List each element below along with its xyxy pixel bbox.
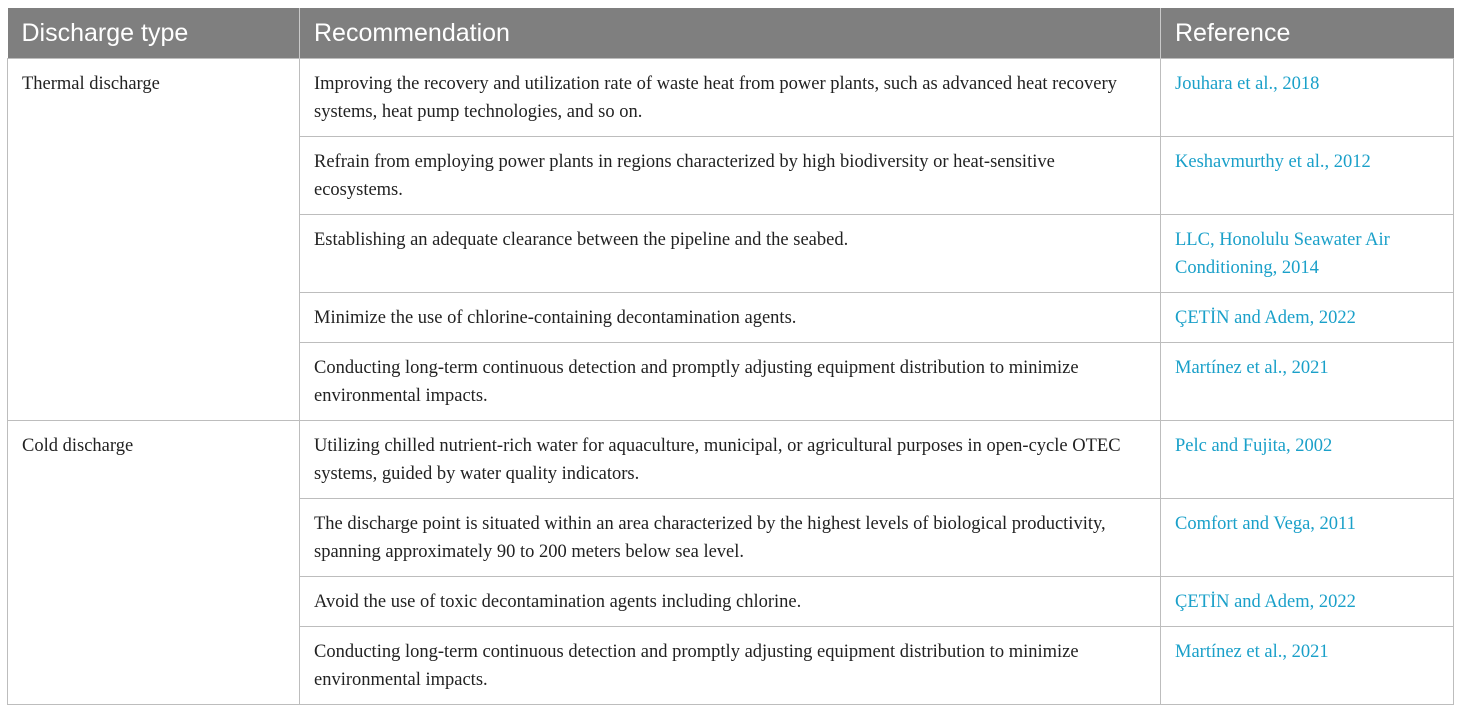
recommendation-cell: Refrain from employing power plants in regions characterized by high biodiversity or heat-sensitive ecosystems. (300, 137, 1161, 215)
recommendation-cell: Minimize the use of chlorine-containing decontamination agents. (300, 293, 1161, 343)
table-row (8, 421, 1454, 499)
reference-link[interactable]: ÇETİN and Adem, 2022 (1161, 293, 1454, 343)
reference-link[interactable]: Pelc and Fujita, 2002 (1161, 421, 1454, 499)
header-row (8, 8, 1454, 59)
discharge-type-cell: Thermal discharge (8, 59, 300, 421)
recommendation-cell: Utilizing chilled nutrient-rich water for aquaculture, municipal, or agricultural purposes in open-cycle OTEC systems, guided by water quality indicators. (300, 421, 1161, 499)
header-reference: Reference (1161, 8, 1454, 59)
discharge-type-cell: Cold discharge (8, 421, 300, 705)
header-discharge-type: Discharge type (8, 8, 300, 59)
reference-link[interactable]: Jouhara et al., 2018 (1161, 59, 1454, 137)
header-recommendation: Recommendation (300, 8, 1161, 59)
reference-link[interactable]: Martínez et al., 2021 (1161, 627, 1454, 705)
reference-link[interactable]: LLC, Honolulu Seawater Air Conditioning, 2014 (1161, 215, 1454, 293)
reference-link[interactable]: Keshavmurthy et al., 2012 (1161, 137, 1454, 215)
reference-link[interactable]: Martínez et al., 2021 (1161, 343, 1454, 421)
reference-link[interactable]: ÇETİN and Adem, 2022 (1161, 577, 1454, 627)
recommendation-cell: Improving the recovery and utilization rate of waste heat from power plants, such as advanced heat recovery systems, heat pump technologies, and so on. (300, 59, 1161, 137)
table-header (8, 8, 1454, 59)
recommendations-table (7, 8, 1454, 705)
recommendation-cell: Conducting long-term continuous detection and promptly adjusting equipment distribution to minimize environmental impacts. (300, 627, 1161, 705)
recommendation-cell: Conducting long-term continuous detection and promptly adjusting equipment distribution to minimize environmental impacts. (300, 343, 1161, 421)
table-row (8, 59, 1454, 137)
recommendation-cell: Establishing an adequate clearance between the pipeline and the seabed. (300, 215, 1161, 293)
recommendation-cell: The discharge point is situated within an area characterized by the highest levels of biological productivity, spanning approximately 90 to 200 meters below sea level. (300, 499, 1161, 577)
reference-link[interactable]: Comfort and Vega, 2011 (1161, 499, 1454, 577)
table-body (8, 59, 1454, 705)
recommendation-cell: Avoid the use of toxic decontamination agents including chlorine. (300, 577, 1161, 627)
